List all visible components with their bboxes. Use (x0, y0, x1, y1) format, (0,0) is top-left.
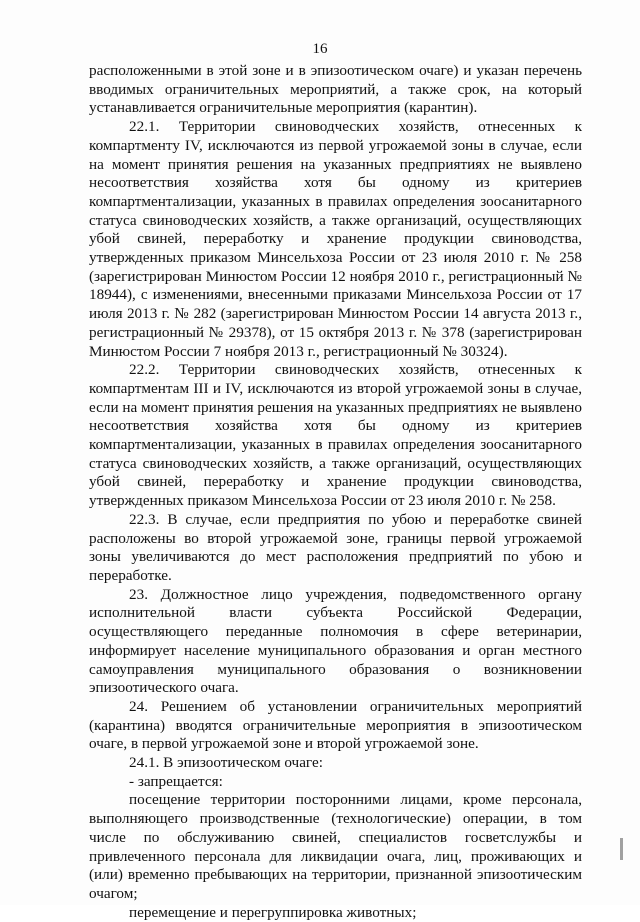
paragraph: 24. Решением об установлении ограничительных мероприятий (карантина) вводятся ограничительные мероприятия в эпизоотическом очаге, в первой угрожаемой зоне и второй угрожаемой зоне. (89, 697, 582, 753)
paragraph: 22.1. Территории свиноводческих хозяйств, отнесенных к компартменту IV, исключаются из первой угрожаемой зоны в случае, если на момент принятия решения на указанных предприятиях не выявлено несоответствия хозяйства хотя бы одному из критериев компартментализации, указанных в правилах определения зоосанитарного статуса свиноводческих хозяйств, а также организаций, осуществляющих убой свиней, переработку и хранение продукции свиноводства, утвержденных приказом Минсельхоза России от 23 июля 2010 г. № 258 (зарегистрирован Минюстом России 12 ноября 2010 г., регистрационный № 18944), с изменениями, внесенными приказами Минсельхоза России от 17 июля 2013 г. № 282 (зарегистрирован Минюстом России 14 августа 2013 г., регистрационный № 29378), от 15 октября 2013 г. № 378 (зарегистрирован Минюстом России 7 ноября 2013 г., регистрационный № 30324). (89, 118, 582, 360)
paragraph: 22.2. Территории свиноводческих хозяйств, отнесенных к компартментам III и IV, исключаются из второй угрожаемой зоны в случае, если на момент принятия решения на указанных предприятиях не выявлено несоответствия хозяйства хотя бы одному из критериев компартментализации, указанных в правилах определения зоосанитарного статуса свиноводческих хозяйств, а также организаций, осуществляющих убой свиней, переработку и хранение продукции свиноводства, утвержденных приказом Минсельхоза России от 23 июля 2010 г. № 258. (89, 361, 582, 510)
page-number: 16 (312, 41, 328, 57)
document-body (89, 62, 582, 922)
paragraph: 23. Должностное лицо учреждения, подведомственного органу исполнительной власти субъекта Российской Федерации, осуществляющего переданные полномочия в сфере ветеринарии, информирует население муниципального образования и орган местного самоуправления муниципального образования о возникновении эпизоотического очага. (89, 585, 582, 697)
paragraph: - запрещается: (129, 772, 223, 790)
scan-edge-mark (620, 838, 623, 860)
paragraph: посещение территории посторонними лицами, кроме персонала, выполняющего производственные (технологические) операции, в том числе по обслуживанию свиней, специалистов госветслужбы и привлеченного персонала для ликвидации очага, лиц, проживающих и (или) временно пребывающих на территории, признанной эпизоотическим очагом; (89, 791, 582, 902)
paragraph: 24.1. В эпизоотическом очаге: (129, 754, 323, 772)
paragraph: перемещение и перегруппировка животных; (129, 903, 417, 921)
paragraph: 22.3. В случае, если предприятия по убою и переработке свиней расположены во второй угрожаемой зоне, границы первой угрожаемой зоны увеличиваются до мест расположения предприятий по убою и переработке. (89, 510, 582, 584)
paragraph: расположенными в этой зоне и в эпизоотическом очаге) и указан перечень вводимых ограничительных мероприятий, а также срок, на который устанавливается ограничительные мероприятия (карантин). (89, 62, 582, 117)
